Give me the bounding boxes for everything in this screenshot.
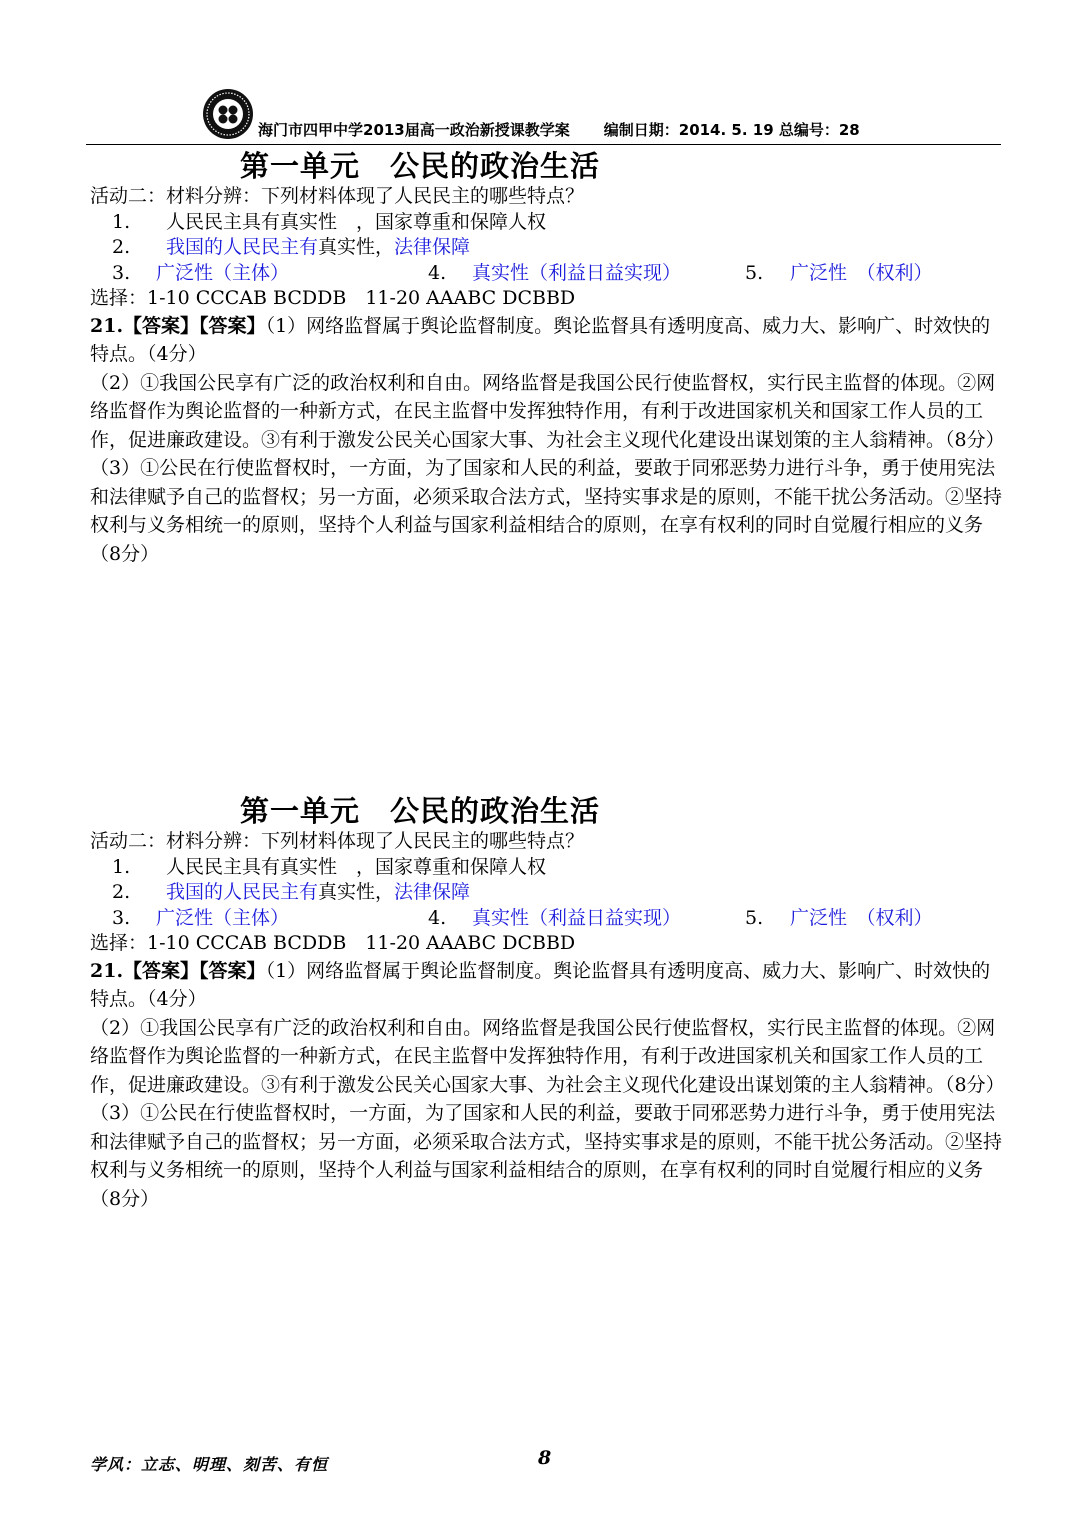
item-text-blue: 真实性（利益日益实现） (472, 261, 682, 284)
list-item (90, 880, 1002, 906)
unit-title (240, 793, 1002, 829)
item-number: 3. (112, 261, 131, 284)
header-divider (86, 144, 1001, 145)
unit-title-name: 公民的政治生活 (390, 149, 601, 183)
choice-answers: 选择：1-10 CCCAB BCDDB 11-20 AAABC DCBBD (90, 932, 576, 954)
item-text-blue: 我国的人民民主有 (166, 236, 319, 258)
answer-label: 21.【答案】【答案】 (90, 314, 266, 337)
item-text: 真实性， (318, 881, 395, 903)
item-text-blue: 广泛性 （权利） (790, 906, 933, 929)
item-number: 1. (112, 855, 131, 878)
item-number: 5. (745, 906, 764, 929)
school-logo-icon (202, 88, 254, 140)
answer-part-3: （3）①公民在行使监督权时，一方面，为了国家和人民的利益，要敢于同邪恶势力进行斗争，勇于使用宪法和法律赋予自己的监督权；另一方面，必须采取合法方式，坚持实事求是的原则，不能干扰公务活动。②坚持权利与义务相统一的原则，坚持个人利益与国家利益相结合的原则，在享有权利的同时自觉履行相应的义务（8分） (90, 457, 1003, 565)
answer-label: 21.【答案】【答案】 (90, 959, 266, 982)
answer-paragraph (90, 312, 1002, 369)
choice-answers: 选择：1-10 CCCAB BCDDB 11-20 AAABC DCBBD (90, 287, 576, 309)
unit-title-number: 第一单元 (240, 149, 361, 183)
item-text: 真实性， (318, 236, 395, 258)
item-text-blue: 法律保障 (394, 236, 471, 258)
item-number: 2. (112, 236, 131, 258)
school-title: 海门市四甲中学2013届高一政治新授课教学案 (258, 121, 570, 139)
answer-part-1: （1）网络监督属于舆论监督制度。舆论监督具有透明度高、威力大、影响广、时效快的特点。（4分） (90, 314, 991, 365)
item-text: 人民民主具有真实性 ，国家尊重和保障人权 (166, 210, 547, 233)
answer-part-2: （2）①我国公民享有广泛的政治权利和自由。网络监督是我国公民行使监督权，实行民主监督的体现。②网络监督作为舆论监督的一种新方式，在民主监督中发挥独特作用，有利于改进国家机关和国家工作人员的工作，促进廉政建设。③有利于激发公民关心国家大事、为社会主义现代化建设出谋划策的主人翁精神。（8分） (90, 371, 1005, 451)
item-text-blue: 广泛性（主体） (156, 261, 290, 284)
unit-title-name: 公民的政治生活 (390, 794, 601, 828)
answer-section-2 (90, 793, 1005, 1213)
item-number: 5. (745, 261, 764, 284)
item-text: 人民民主具有真实性 ，国家尊重和保障人权 (166, 855, 547, 878)
list-item (90, 855, 1002, 881)
unit-title (240, 148, 1002, 184)
answer-part-2: （2）①我国公民享有广泛的政治权利和自由。网络监督是我国公民行使监督权，实行民主监督的体现。②网络监督作为舆论监督的一种新方式，在民主监督中发挥独特作用，有利于改进国家机关和国家工作人员的工作，促进廉政建设。③有利于激发公民关心国家大事、为社会主义现代化建设出谋划策的主人翁精神。（8分） (90, 1016, 1005, 1096)
answer-section-1 (90, 148, 1005, 568)
item-number: 1. (112, 210, 131, 233)
answer-part-3: （3）①公民在行使监督权时，一方面，为了国家和人民的利益，要敢于同邪恶势力进行斗争，勇于使用宪法和法律赋予自己的监督权；另一方面，必须采取合法方式，坚持实事求是的原则，不能干扰公务活动。②坚持权利与义务相统一的原则，坚持个人利益与国家利益相结合的原则，在享有权利的同时自觉履行相应的义务（8分） (90, 1102, 1003, 1210)
unit-title-number: 第一单元 (240, 794, 361, 828)
item-text-blue: 我国的人民民主有 (166, 881, 319, 903)
item-number: 2. (112, 881, 131, 903)
item-text-blue: 广泛性 （权利） (790, 261, 933, 284)
document-meta: 编制日期：2014. 5. 19 总编号：28 (603, 121, 860, 139)
document-header (258, 119, 860, 140)
list-item (90, 261, 1002, 287)
item-text-blue: 法律保障 (394, 881, 471, 903)
list-item (90, 235, 1002, 261)
item-number: 3. (112, 906, 131, 929)
item-text-blue: 真实性（利益日益实现） (472, 906, 682, 929)
answer-part-1: （1）网络监督属于舆论监督制度。舆论监督具有透明度高、威力大、影响广、时效快的特点。（4分） (90, 959, 991, 1010)
list-item (90, 210, 1002, 236)
activity-prompt: 活动二：材料分辨：下列材料体现了人民民主的哪些特点？ (90, 185, 585, 207)
footer-motto: 学风：立志、明理、刻苦、有恒 (90, 1455, 329, 1474)
activity-prompt: 活动二：材料分辨：下列材料体现了人民民主的哪些特点？ (90, 830, 585, 852)
item-text-blue: 广泛性（主体） (156, 906, 290, 929)
answer-paragraph (90, 957, 1002, 1014)
item-number: 4. (428, 261, 447, 284)
list-item (90, 906, 1002, 932)
page-number: 8 (538, 1447, 552, 1469)
item-number: 4. (428, 906, 447, 929)
